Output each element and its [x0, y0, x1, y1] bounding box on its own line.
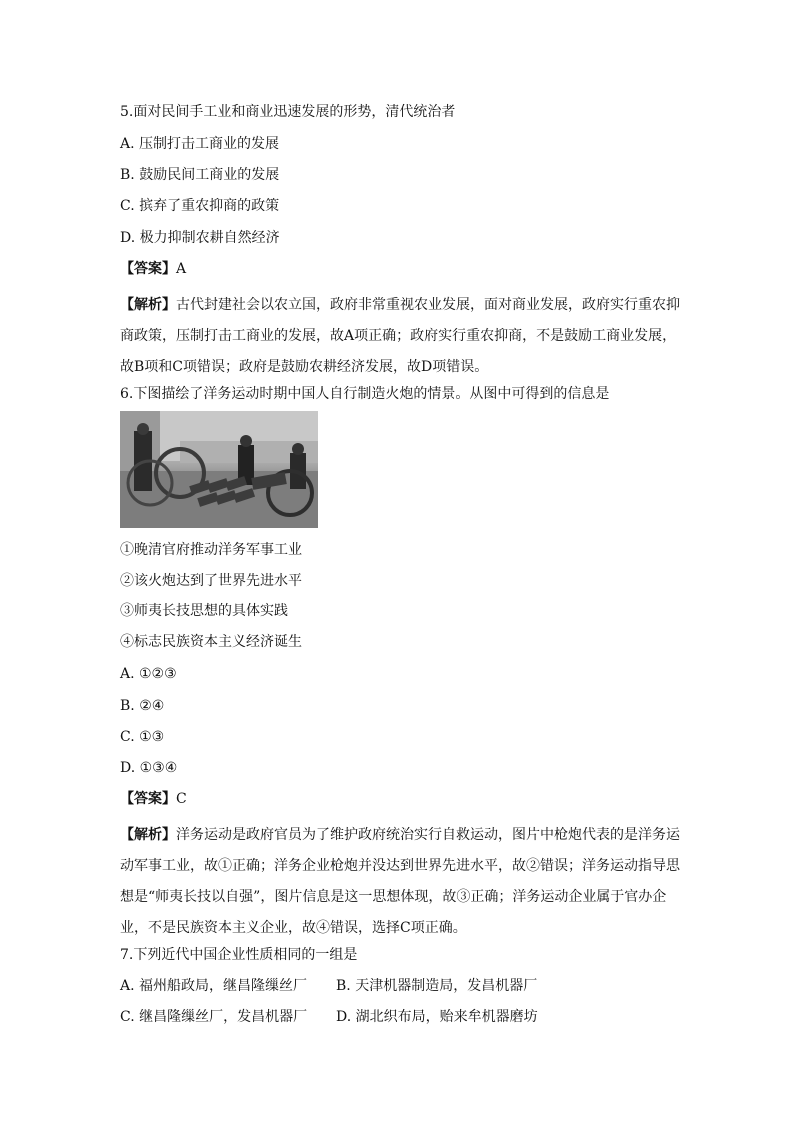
q5-analysis — [120, 290, 680, 383]
q5-option-a: A. 压制打击工商业的发展 — [120, 136, 280, 152]
answer-label: 【答案】 — [120, 791, 176, 807]
q7-option-b: B. 天津机器制造局，发昌机器厂 — [336, 978, 538, 994]
q6-statement-3: ③师夷长技思想的具体实践 — [120, 603, 288, 619]
q7-option-a: A. 福州船政局，继昌隆缫丝厂 — [120, 978, 308, 994]
answer-value: C — [176, 791, 187, 807]
cannon-manufacturing-photo — [120, 411, 318, 528]
q5-answer — [120, 259, 186, 279]
q6-option-d: D. ①③④ — [120, 760, 178, 776]
q7-option-c: C. 继昌隆缫丝厂，发昌机器厂 — [120, 1009, 308, 1025]
q6-statement-4: ④标志民族资本主义经济诞生 — [120, 634, 302, 650]
cannon-scene-illustration — [120, 411, 318, 528]
q5-option-d: D. 极力抑制农耕自然经济 — [120, 230, 280, 246]
analysis-label: 【解析】 — [120, 297, 176, 313]
q6-option-b: B. ②④ — [120, 698, 165, 714]
q6-option-a: A. ①②③ — [120, 666, 177, 682]
q6-statement-2: ②该火炮达到了世界先进水平 — [120, 573, 302, 589]
analysis-label: 【解析】 — [120, 827, 176, 843]
q7-stem: 7.下列近代中国企业性质相同的一组是 — [120, 947, 358, 963]
analysis-text: 古代封建社会以农立国，政府非常重视农业发展，面对商业发展，政府实行重农抑商政策，压制打击工商业的发展，故A项正确；政府实行重农抑商，不是鼓励工商业发展，故B项和C项错误；政府是鼓励农耕经济发展，故D项错误。 — [120, 297, 680, 375]
q6-answer — [120, 789, 187, 809]
q6-option-c: C. ①③ — [120, 729, 165, 745]
q6-analysis — [120, 820, 680, 944]
answer-value: A — [176, 261, 187, 277]
q5-option-c: C. 摈弃了重农抑商的政策 — [120, 198, 280, 214]
q5-stem: 5.面对民间手工业和商业迅速发展的形势，清代统治者 — [120, 104, 456, 120]
q6-statement-1: ①晚清官府推动洋务军事工业 — [120, 542, 302, 558]
q6-stem: 6.下图描绘了洋务运动时期中国人自行制造火炮的情景。从图中可得到的信息是 — [120, 386, 610, 402]
analysis-text: 洋务运动是政府官员为了维护政府统治实行自救运动，图片中枪炮代表的是洋务运动军事工业，故①正确；洋务企业枪炮并没达到世界先进水平，故②错误；洋务运动指导思想是“师夷长技以自强”，图片信息是这一思想体现，故③正确；洋务运动企业属于官办企业，不是民族资本主义企业，故④错误，选择C项正确。 — [120, 827, 680, 936]
q5-option-b: B. 鼓励民间工商业的发展 — [120, 167, 280, 183]
q7-option-d: D. 湖北织布局，贻来牟机器磨坊 — [336, 1009, 538, 1025]
answer-label: 【答案】 — [120, 261, 176, 277]
